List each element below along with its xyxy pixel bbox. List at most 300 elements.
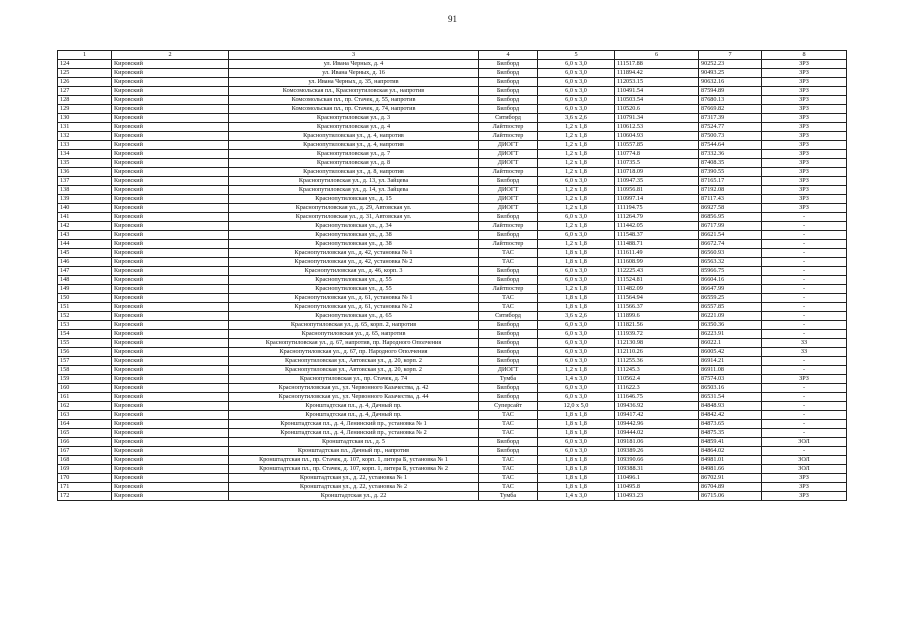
address-cell: Краснопутиловская ул., д. 38	[229, 239, 479, 248]
table-row	[58, 59, 847, 68]
row-number-cell: 153	[58, 320, 112, 329]
address-cell: Краснопутиловская ул., д. 4, напротив	[229, 140, 479, 149]
zone-cell: ЗОЛ	[762, 437, 847, 446]
zone-cell: ЗРЗ	[762, 59, 847, 68]
size-cell: 6,0 х 3,0	[538, 176, 615, 185]
coord-y-cell: 84981.01	[699, 455, 762, 464]
district-cell: Кировский	[112, 338, 229, 347]
structure-type-cell: Билборд	[479, 68, 538, 77]
structure-type-cell: ТАС	[479, 302, 538, 311]
zone-cell: -	[762, 212, 847, 221]
row-number-cell: 156	[58, 347, 112, 356]
address-cell: Кронштадтская пл., д. 4, Дачный пр.	[229, 401, 479, 410]
structure-type-cell: Билборд	[479, 392, 538, 401]
structure-type-cell: Билборд	[479, 356, 538, 365]
row-number-cell: 129	[58, 104, 112, 113]
structure-type-cell: Билборд	[479, 383, 538, 392]
row-number-cell: 167	[58, 446, 112, 455]
coord-y-cell: 86503.16	[699, 383, 762, 392]
size-cell: 6,0 х 3,0	[538, 212, 615, 221]
coord-x-cell: 111608.99	[615, 257, 699, 266]
address-cell: Краснопутиловская ул., д. 67, пр. Народного Ополчения	[229, 347, 479, 356]
structure-type-cell: Билборд	[479, 230, 538, 239]
row-number-cell: 161	[58, 392, 112, 401]
coord-x-cell: 111255.36	[615, 356, 699, 365]
coord-y-cell: 86005.42	[699, 347, 762, 356]
address-cell: Кронштадтская пл., д. 4, Ленинский пр., установка № 2	[229, 428, 479, 437]
table-row	[58, 167, 847, 176]
row-number-cell: 169	[58, 464, 112, 473]
coord-y-cell: 86604.16	[699, 275, 762, 284]
district-cell: Кировский	[112, 113, 229, 122]
row-number-cell: 160	[58, 383, 112, 392]
coord-x-cell: 110956.81	[615, 185, 699, 194]
row-number-cell: 140	[58, 203, 112, 212]
column-header: 5	[538, 51, 615, 60]
size-cell: 6,0 х 3,0	[538, 329, 615, 338]
row-number-cell: 155	[58, 338, 112, 347]
zone-cell: -	[762, 365, 847, 374]
size-cell: 1,8 х 1,8	[538, 464, 615, 473]
coord-x-cell: 110493.23	[615, 491, 699, 500]
row-number-cell: 130	[58, 113, 112, 122]
coord-x-cell: 111899.6	[615, 311, 699, 320]
coord-x-cell: 111194.75	[615, 203, 699, 212]
size-cell: 1,2 х 1,8	[538, 194, 615, 203]
district-cell: Кировский	[112, 194, 229, 203]
table-row	[58, 320, 847, 329]
size-cell: 1,8 х 1,8	[538, 428, 615, 437]
coord-y-cell: 86563.32	[699, 257, 762, 266]
zone-cell: ЗРЗ	[762, 167, 847, 176]
row-number-cell: 151	[58, 302, 112, 311]
coord-x-cell: 110495.8	[615, 482, 699, 491]
zone-cell: ЗРЗ	[762, 176, 847, 185]
structure-type-cell: Билборд	[479, 338, 538, 347]
zone-cell: -	[762, 383, 847, 392]
zone-cell: -	[762, 302, 847, 311]
table-row	[58, 491, 847, 500]
coord-y-cell: 84848.93	[699, 401, 762, 410]
coord-x-cell: 109181.06	[615, 437, 699, 446]
zone-cell: -	[762, 356, 847, 365]
coord-y-cell: 86715.06	[699, 491, 762, 500]
table-row	[58, 212, 847, 221]
structure-type-cell: Билборд	[479, 86, 538, 95]
zone-cell: -	[762, 257, 847, 266]
table-row	[58, 149, 847, 158]
zone-cell: -	[762, 392, 847, 401]
size-cell: 1,2 х 1,8	[538, 365, 615, 374]
address-cell: Краснопутиловская ул., д. 34	[229, 221, 479, 230]
row-number-cell: 134	[58, 149, 112, 158]
district-cell: Кировский	[112, 374, 229, 383]
row-number-cell: 171	[58, 482, 112, 491]
coord-y-cell: 87574.03	[699, 374, 762, 383]
coord-x-cell: 111245.3	[615, 365, 699, 374]
address-cell: Краснопутиловская ул., ул. Червонного Казачества, д. 44	[229, 392, 479, 401]
table-row	[58, 410, 847, 419]
district-cell: Кировский	[112, 131, 229, 140]
structure-type-cell: ТАС	[479, 293, 538, 302]
coord-y-cell: 84859.41	[699, 437, 762, 446]
row-number-cell: 137	[58, 176, 112, 185]
address-cell: Краснопутиловская ул., д. 8	[229, 158, 479, 167]
size-cell: 1,8 х 1,8	[538, 257, 615, 266]
row-number-cell: 144	[58, 239, 112, 248]
zone-cell: -	[762, 221, 847, 230]
row-number-cell: 168	[58, 455, 112, 464]
coord-y-cell: 86621.54	[699, 230, 762, 239]
table-row	[58, 257, 847, 266]
table-row	[58, 275, 847, 284]
district-cell: Кировский	[112, 464, 229, 473]
coord-x-cell: 111566.37	[615, 302, 699, 311]
table-row	[58, 95, 847, 104]
coord-y-cell: 86557.85	[699, 302, 762, 311]
coord-y-cell: 87117.43	[699, 194, 762, 203]
district-cell: Кировский	[112, 95, 229, 104]
structure-type-cell: ДИОГТ	[479, 149, 538, 158]
district-cell: Кировский	[112, 140, 229, 149]
coord-y-cell: 87332.36	[699, 149, 762, 158]
size-cell: 3,6 х 2,6	[538, 113, 615, 122]
address-cell: ул. Ивана Черных, д. 4	[229, 59, 479, 68]
zone-cell: ЗРЗ	[762, 68, 847, 77]
address-cell: Кронштадтская пл., пр. Стачек, д. 107, корп. 1, литера Б, установка № 1	[229, 455, 479, 464]
address-cell: Краснопутиловская ул., д. 55	[229, 284, 479, 293]
column-header: 1	[58, 51, 112, 60]
structure-type-cell: ТАС	[479, 455, 538, 464]
coord-y-cell: 86914.21	[699, 356, 762, 365]
address-cell: Краснопутиловская ул., д. 42, установка № 1	[229, 248, 479, 257]
coord-y-cell: 84875.35	[699, 428, 762, 437]
size-cell: 6,0 х 3,0	[538, 347, 615, 356]
structure-type-cell: ДИОГТ	[479, 194, 538, 203]
district-cell: Кировский	[112, 320, 229, 329]
coord-y-cell: 87317.39	[699, 113, 762, 122]
address-cell: Краснопутиловская ул., д. 65, корп. 2, напротив	[229, 320, 479, 329]
address-cell: Краснопутиловская ул., д. 61, установка № 1	[229, 293, 479, 302]
coord-y-cell: 86911.08	[699, 365, 762, 374]
zone-cell: -	[762, 266, 847, 275]
district-cell: Кировский	[112, 446, 229, 455]
district-cell: Кировский	[112, 59, 229, 68]
table-row	[58, 176, 847, 185]
coord-y-cell: 86672.74	[699, 239, 762, 248]
size-cell: 6,0 х 3,0	[538, 86, 615, 95]
coord-x-cell: 111264.79	[615, 212, 699, 221]
table-row	[58, 329, 847, 338]
district-cell: Кировский	[112, 347, 229, 356]
size-cell: 1,8 х 1,8	[538, 482, 615, 491]
district-cell: Кировский	[112, 167, 229, 176]
structure-type-cell: Лайтпостер	[479, 221, 538, 230]
address-cell: Краснопутиловская ул., д. 8, напротив	[229, 167, 479, 176]
zone-cell: -	[762, 275, 847, 284]
size-cell: 6,0 х 3,0	[538, 356, 615, 365]
coord-y-cell: 87544.64	[699, 140, 762, 149]
size-cell: 6,0 х 3,0	[538, 77, 615, 86]
address-cell: Кронштадтская ул., д. 22	[229, 491, 479, 500]
table-row	[58, 401, 847, 410]
coord-x-cell: 110997.14	[615, 194, 699, 203]
district-cell: Кировский	[112, 491, 229, 500]
structure-type-cell: ДИОГТ	[479, 140, 538, 149]
coord-x-cell: 111894.42	[615, 68, 699, 77]
address-cell: Кронштадтская пл., д. 4, Ленинский пр., установка № 1	[229, 419, 479, 428]
coord-x-cell: 110557.85	[615, 140, 699, 149]
district-cell: Кировский	[112, 428, 229, 437]
district-cell: Кировский	[112, 77, 229, 86]
coord-y-cell: 87500.73	[699, 131, 762, 140]
row-number-cell: 163	[58, 410, 112, 419]
size-cell: 1,2 х 1,8	[538, 203, 615, 212]
table-row	[58, 185, 847, 194]
structure-type-cell: Билборд	[479, 212, 538, 221]
row-number-cell: 142	[58, 221, 112, 230]
row-number-cell: 125	[58, 68, 112, 77]
table-row	[58, 158, 847, 167]
coord-x-cell: 109389.26	[615, 446, 699, 455]
address-cell: Краснопутиловская ул., д. 7	[229, 149, 479, 158]
district-cell: Кировский	[112, 275, 229, 284]
district-cell: Кировский	[112, 86, 229, 95]
structure-type-cell: Тумба	[479, 491, 538, 500]
row-number-cell: 158	[58, 365, 112, 374]
size-cell: 3,6 х 2,6	[538, 311, 615, 320]
zone-cell: -	[762, 230, 847, 239]
district-cell: Кировский	[112, 68, 229, 77]
address-cell: Кронштадтская ул., д. 22, установка № 1	[229, 473, 479, 482]
coord-x-cell: 111442.05	[615, 221, 699, 230]
table-row	[58, 266, 847, 275]
zone-cell: ЗРЗ	[762, 131, 847, 140]
table-row	[58, 104, 847, 113]
coord-y-cell: 90252.23	[699, 59, 762, 68]
size-cell: 1,2 х 1,8	[538, 140, 615, 149]
coord-y-cell: 84981.66	[699, 464, 762, 473]
row-number-cell: 133	[58, 140, 112, 149]
table-row	[58, 428, 847, 437]
table-row	[58, 383, 847, 392]
table-row	[58, 365, 847, 374]
table-row	[58, 113, 847, 122]
structure-type-cell: ТАС	[479, 419, 538, 428]
row-number-cell: 150	[58, 293, 112, 302]
column-header: 3	[229, 51, 479, 60]
address-cell: Краснопутиловская ул., д. 65	[229, 311, 479, 320]
table-row	[58, 68, 847, 77]
structure-type-cell: Ситиборд	[479, 113, 538, 122]
table-row	[58, 221, 847, 230]
row-number-cell: 148	[58, 275, 112, 284]
structure-type-cell: Лайтпостер	[479, 284, 538, 293]
size-cell: 1,8 х 1,8	[538, 293, 615, 302]
structure-type-cell: Билборд	[479, 176, 538, 185]
coord-x-cell: 111821.56	[615, 320, 699, 329]
zone-cell: ЗРЗ	[762, 95, 847, 104]
coord-y-cell: 87669.82	[699, 104, 762, 113]
table-row	[58, 194, 847, 203]
zone-cell: ЗРЗ	[762, 104, 847, 113]
size-cell: 6,0 х 3,0	[538, 68, 615, 77]
advertising-structures-table	[57, 50, 847, 501]
coord-x-cell: 110491.54	[615, 86, 699, 95]
district-cell: Кировский	[112, 365, 229, 374]
row-number-cell: 164	[58, 419, 112, 428]
address-cell: Краснопутиловская ул., д. 61, установка № 2	[229, 302, 479, 311]
zone-cell: ЗРЗ	[762, 185, 847, 194]
row-number-cell: 162	[58, 401, 112, 410]
coord-x-cell: 111548.37	[615, 230, 699, 239]
structure-type-cell: Билборд	[479, 347, 538, 356]
district-cell: Кировский	[112, 230, 229, 239]
row-number-cell: 157	[58, 356, 112, 365]
zone-cell: ЗРЗ	[762, 473, 847, 482]
size-cell: 1,2 х 1,8	[538, 284, 615, 293]
size-cell: 1,2 х 1,8	[538, 221, 615, 230]
table-row	[58, 122, 847, 131]
coord-x-cell: 111488.71	[615, 239, 699, 248]
coord-y-cell: 87390.55	[699, 167, 762, 176]
address-cell: Краснопутиловская ул., д. 38	[229, 230, 479, 239]
zone-cell: ЗРЗ	[762, 203, 847, 212]
address-cell: Краснопутиловская ул., д. 3	[229, 113, 479, 122]
district-cell: Кировский	[112, 329, 229, 338]
address-cell: Краснопутиловская ул., д. 55	[229, 275, 479, 284]
size-cell: 1,4 х 3,0	[538, 374, 615, 383]
row-number-cell: 154	[58, 329, 112, 338]
coord-y-cell: 86927.58	[699, 203, 762, 212]
coord-y-cell: 84873.65	[699, 419, 762, 428]
coord-x-cell: 112110.26	[615, 347, 699, 356]
structure-type-cell: ДИОГТ	[479, 203, 538, 212]
zone-cell: -	[762, 320, 847, 329]
table-row	[58, 131, 847, 140]
coord-x-cell: 110612.53	[615, 122, 699, 131]
table-row	[58, 239, 847, 248]
table-row	[58, 311, 847, 320]
coord-x-cell: 111646.75	[615, 392, 699, 401]
size-cell: 6,0 х 3,0	[538, 338, 615, 347]
coord-y-cell: 86223.91	[699, 329, 762, 338]
header-row	[58, 51, 847, 60]
zone-cell: -	[762, 293, 847, 302]
table-row	[58, 473, 847, 482]
address-cell: Кронштадтская пл., д. 5	[229, 437, 479, 446]
coord-y-cell: 86717.99	[699, 221, 762, 230]
size-cell: 6,0 х 3,0	[538, 266, 615, 275]
row-number-cell: 146	[58, 257, 112, 266]
coord-x-cell: 111517.88	[615, 59, 699, 68]
coord-x-cell: 109436.92	[615, 401, 699, 410]
structure-type-cell: ТАС	[479, 257, 538, 266]
size-cell: 1,2 х 1,8	[538, 149, 615, 158]
address-cell: Кронштадтская пл., пр. Стачек, д. 107, корп. 1, литера Б, установка № 2	[229, 464, 479, 473]
coord-y-cell: 87165.17	[699, 176, 762, 185]
district-cell: Кировский	[112, 104, 229, 113]
address-cell: Краснопутиловская ул., д. 4, напротив	[229, 131, 479, 140]
zone-cell: -	[762, 446, 847, 455]
row-number-cell: 139	[58, 194, 112, 203]
coord-y-cell: 86647.99	[699, 284, 762, 293]
coord-x-cell: 112130.98	[615, 338, 699, 347]
coord-y-cell: 87192.08	[699, 185, 762, 194]
table-row	[58, 302, 847, 311]
column-header: 6	[615, 51, 699, 60]
coord-x-cell: 110735.5	[615, 158, 699, 167]
size-cell: 1,2 х 1,8	[538, 158, 615, 167]
row-number-cell: 159	[58, 374, 112, 383]
coord-y-cell: 86350.36	[699, 320, 762, 329]
row-number-cell: 165	[58, 428, 112, 437]
coord-y-cell: 86704.89	[699, 482, 762, 491]
address-cell: Краснопутиловская ул., пр. Стачек, д. 74	[229, 374, 479, 383]
table-row	[58, 293, 847, 302]
coord-x-cell: 109442.96	[615, 419, 699, 428]
row-number-cell: 143	[58, 230, 112, 239]
district-cell: Кировский	[112, 221, 229, 230]
address-cell: Краснопутиловская ул., Автовская ул., д. 20, корп. 2	[229, 356, 479, 365]
zone-cell: -	[762, 284, 847, 293]
size-cell: 6,0 х 3,0	[538, 275, 615, 284]
coord-x-cell: 110718.09	[615, 167, 699, 176]
row-number-cell: 149	[58, 284, 112, 293]
column-header: 8	[762, 51, 847, 60]
size-cell: 6,0 х 3,0	[538, 95, 615, 104]
district-cell: Кировский	[112, 185, 229, 194]
coord-x-cell: 110496.1	[615, 473, 699, 482]
address-cell: Комсомольская пл., пр. Стачек, д. 55, напротив	[229, 95, 479, 104]
district-cell: Кировский	[112, 311, 229, 320]
zone-cell: ЗРЗ	[762, 86, 847, 95]
structure-type-cell: Билборд	[479, 77, 538, 86]
table-row	[58, 86, 847, 95]
coord-x-cell: 109417.42	[615, 410, 699, 419]
address-cell: Краснопутиловская ул., д. 65, напротив	[229, 329, 479, 338]
table-row	[58, 446, 847, 455]
structure-type-cell: Билборд	[479, 59, 538, 68]
district-cell: Кировский	[112, 203, 229, 212]
structure-type-cell: ТАС	[479, 410, 538, 419]
address-cell: Кронштадтская ул., д. 22, установка № 2	[229, 482, 479, 491]
zone-cell: ЗОЛ	[762, 455, 847, 464]
structure-type-cell: ТАС	[479, 248, 538, 257]
structure-type-cell: Суперсайт	[479, 401, 538, 410]
structure-type-cell: Билборд	[479, 437, 538, 446]
size-cell: 1,8 х 1,8	[538, 419, 615, 428]
row-number-cell: 124	[58, 59, 112, 68]
coord-x-cell: 109388.31	[615, 464, 699, 473]
structure-type-cell: Билборд	[479, 320, 538, 329]
zone-cell: -	[762, 410, 847, 419]
district-cell: Кировский	[112, 257, 229, 266]
size-cell: 6,0 х 3,0	[538, 383, 615, 392]
zone-cell: ЗРЗ	[762, 194, 847, 203]
zone-cell: ЗРЗ	[762, 491, 847, 500]
row-number-cell: 128	[58, 95, 112, 104]
coord-x-cell: 110947.35	[615, 176, 699, 185]
table-row	[58, 347, 847, 356]
zone-cell: ЗРЗ	[762, 77, 847, 86]
size-cell: 6,0 х 3,0	[538, 59, 615, 68]
address-cell: Краснопутиловская ул., д. 14, ул. Зайцева	[229, 185, 479, 194]
structure-type-cell: ТАС	[479, 473, 538, 482]
row-number-cell: 132	[58, 131, 112, 140]
column-header: 2	[112, 51, 229, 60]
size-cell: 6,0 х 3,0	[538, 392, 615, 401]
